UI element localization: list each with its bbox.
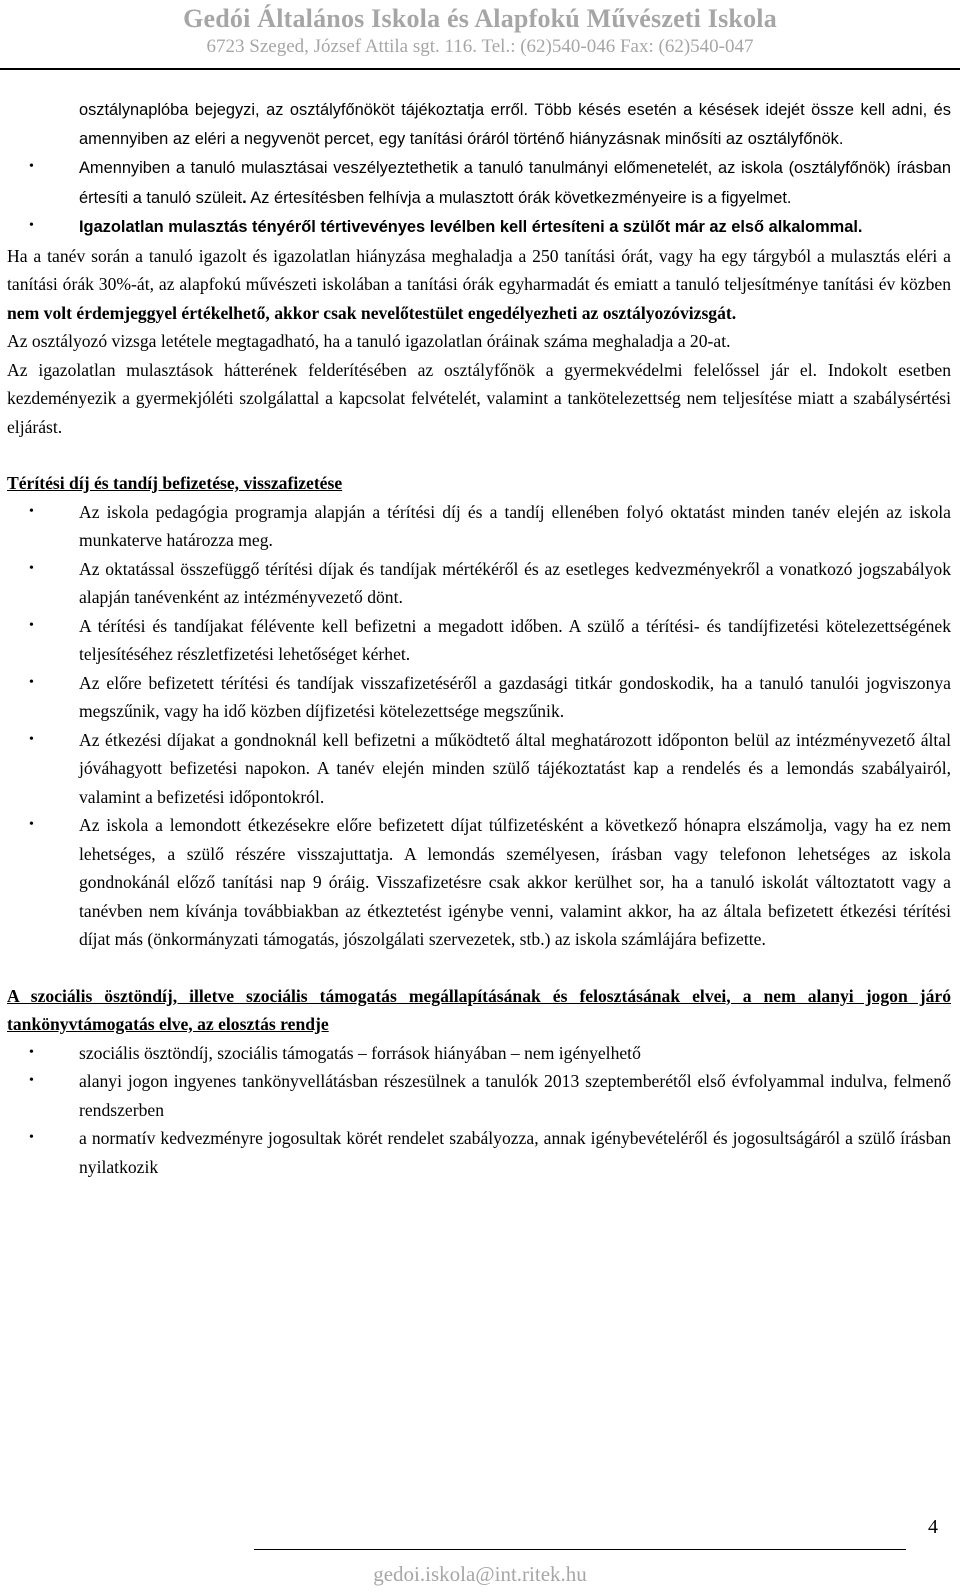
list-item — [7, 726, 951, 812]
footer-email: gedoi.iskola@int.ritek.hu — [373, 1562, 587, 1586]
support-list — [7, 1039, 951, 1182]
letterhead — [0, 0, 960, 88]
bullet-icon: • — [29, 617, 34, 633]
bullet-icon: • — [29, 1130, 34, 1145]
list-item-text: szociális ösztöndíj, szociális támogatás – források hiányában – nem igényelhető — [79, 1042, 641, 1063]
list-item-text: Igazolatlan mulasztás tényéről tértivevényes levélben kell értesíteni a szülőt már az első alkalommal. — [79, 218, 863, 236]
list-item — [7, 212, 951, 242]
list-item-text: a normatív kedvezményre jogosultak körét rendelet szabályozza, annak igénybevételéről és jogosultságáról a szülő írásban nyilatkozik — [79, 1128, 951, 1177]
list-item-text: alanyi jogon ingyenes tankönyvellátásban részesülnek a tanulók 2013 szeptemberétől első évfolyammal indulva, felmenő rendszerben — [79, 1071, 951, 1120]
section-heading: A szociális ösztöndíj, illetve szociális támogatás megállapításának és felosztásának elvei, a nem alanyi jogon járó tankönyvtámogatás elve, az elosztás rendje — [7, 985, 951, 1034]
bullet-icon: • — [29, 674, 34, 690]
list-item-text: Az oktatással összefüggő térítési díjak és tandíjak mértékéről és az esetleges kedvezményekről a vonatkozó jogszabályok alapján tanévenként az intézményvezető dönt. — [79, 558, 951, 607]
list-item — [7, 811, 951, 954]
page-body — [7, 96, 951, 1181]
paragraph: Ha a tanév során a tanuló igazolt és igazolatlan hiányzása meghaladja a 250 tanítási órát, vagy ha egy tárgyból a mulasztás eléri a tanítási órák 30%-át, az alapfokú művészeti iskolában a tanítási órák egyharmadát és emiatt a tanuló teljesítménye tanítási év közben nem volt érdemjeggyel értékelhető, akkor csak nevelőtestület engedélyezheti az osztályozóvizsgát. — [7, 245, 951, 323]
list-item — [7, 1039, 951, 1068]
list-item-text: Az étkezési díjakat a gondnoknál kell befizetni a működtető által meghatározott időponton belül az intézményvezető által jóváhagyott befizetési napokon. A tanév elején minden szülő tájékoztatást kap a rendelés és a lemondás szabályairól, valamint a befizetési időpontokról. — [79, 729, 951, 807]
list-item — [7, 555, 951, 612]
list-item-text: Az iskola pedagógia programja alapján a térítési díj és a tandíj ellenében folyó oktatást minden tanév elején az iskola munkaterve határozza meg. — [79, 501, 951, 550]
school-name: Gedói Általános Iskola és Alapfokú Művészeti Iskola — [183, 4, 777, 33]
list-item-text: Az előre befizetett térítési és tandíjak visszafizetéséről a gazdasági titkár gondoskodik, ha a tanuló tanulói jogviszonya megszűnik, vagy ha idő közben díjfizetési kötelezettsége megszűnik. — [79, 672, 951, 721]
list-item — [7, 498, 951, 555]
bullet-icon: • — [29, 1073, 34, 1088]
bullet-icon: • — [29, 159, 34, 174]
list-item — [7, 612, 951, 669]
bullet-icon: • — [29, 731, 34, 747]
bullet-icon: • — [29, 503, 34, 519]
list-item-text: Az iskola a lemondott étkezésekre előre befizetett díjat túlfizetésként a következő hónapra elszámolja, vagy ha ez nem lehetséges, a szülő részére visszajuttatja. A lemondás személyesen, írásban vagy telefonon lehetséges az iskola gondnokánál előző tanítási nap 9 óráig. Visszafizetésre csak akkor kerülhet sor, ha a tanuló iskolát változtatott vagy a tanévben nem kívánja továbbiakban az étkeztetést igénybe venni, valamint akkor, ha az általa befizetett étkezési térítési díjat más (önkormányzati támogatás, jószolgálati szervezetek, stb.) az iskola számlájára befizette. — [79, 815, 951, 949]
list-item — [7, 1124, 951, 1181]
school-address: 6723 Szeged, József Attila sgt. 116. Tel.: (62)540-046 Fax: (62)540-047 — [206, 36, 754, 57]
bullet-icon: • — [29, 218, 34, 233]
footer-divider — [254, 1549, 906, 1550]
fee-list — [7, 498, 951, 954]
paragraph: Az igazolatlan mulasztások hátterének felderítésében az osztályfőnök a gyermekvédelmi felelőssel jár el. Indokolt esetben kezdeményezik a gyermekjóléti szolgálattal a kapcsolat felvételét, valamint a tankötelezettség nem teljesítése miatt a szabálysértési eljárást. — [7, 359, 951, 437]
header-divider — [0, 68, 960, 70]
page-number: 4 — [928, 1516, 938, 1538]
list-item — [7, 1067, 951, 1124]
bullet-icon: • — [29, 817, 34, 832]
continued-paragraph: osztálynaplóba bejegyzi, az osztályfőnököt tájékoztatja erről. Több késés esetén a késések idejét össze kell adni, és amennyiben az eléri a negyvenöt percet, egy tanítási óráról történő hiányzásnak minősíti az osztályfőnök. — [79, 101, 951, 148]
bullet-icon: • — [29, 1044, 34, 1060]
list-item-text: A térítési és tandíjakat félévente kell befizetni a megadott időben. A szülő a térítési- és tandíjfizetési kötelezettségének teljesítéséhez részletfizetési lehetőséget kérhet. — [79, 615, 951, 664]
section-heading: Térítési díj és tandíj befizetése, visszafizetése — [7, 473, 343, 493]
paragraph: Az osztályozó vizsga letétele megtagadható, ha a tanuló igazolatlan óráinak száma meghaladja a 20-at. — [7, 331, 731, 351]
bullet-icon: • — [29, 560, 34, 576]
list-item: • Amennyiben a tanuló mulasztásai veszélyeztethetik a tanuló tanulmányi előmenetelét, az iskola (osztályfőnök) írásban értesíti a tanuló szüleit. Az értesítésben felhívja a mulasztott órák következményeire is a figyelmet. — [7, 153, 951, 212]
list-item — [7, 669, 951, 726]
list-item-text: Amennyiben a tanuló mulasztásai veszélyeztethetik a tanuló tanulmányi előmenetelét, az iskola (osztályfőnök) írásban értesíti a tanuló szüleit — [79, 159, 951, 207]
